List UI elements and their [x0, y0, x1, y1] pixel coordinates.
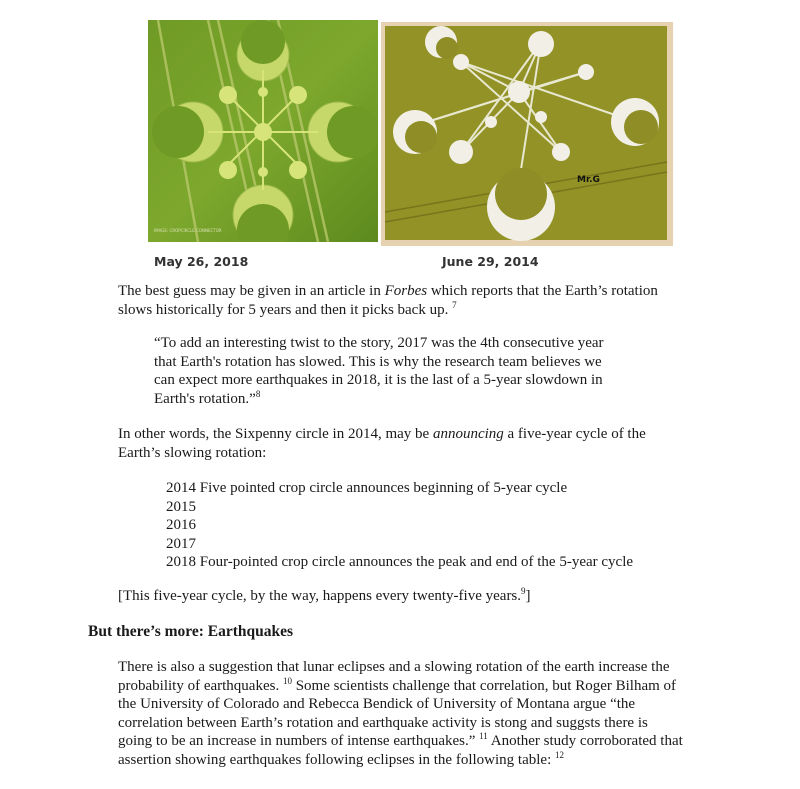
image-watermark: Mr.G [577, 175, 600, 185]
paragraph-text: In other words, the Sixpenny circle in 2014, may be [118, 426, 433, 442]
crop-circle-photo-2018 [148, 20, 378, 242]
quote-text: “To add an interesting twist to the story, 2017 was the 4th consecutive year that Earth's rotation has slowed. This is why the research team believes we can expect more earthquakes in 2018, it is the last of a 5-year slowdown in Earth's rotation.” [154, 335, 604, 407]
paragraph-sixpenny [118, 425, 678, 462]
paragraph-earthquakes [118, 658, 683, 769]
cycle-line: 2015 [166, 498, 196, 515]
paragraph-text: Some scientists challenge that correlation, but Roger Bilham of the University of Colorado and Rebecca Bendick of University of Montana argue “the correlation between Earth’s rotation and earthquake activity is stong and suggsts there is going to be an increase in numbers of intense earthquakes.” [118, 677, 677, 749]
paragraph-text: Another study corroborated that assertion showing earthquakes following eclipses in the following table: [118, 733, 683, 768]
cycle-list [166, 479, 726, 572]
publication-name: Forbes [384, 283, 428, 299]
cycle-line: 2016 [166, 517, 196, 533]
footnote-ref-11: 11 [479, 731, 488, 741]
paragraph-text: which reports that the Earth’s rotation slows historically for 5 years and then it picks back up. [118, 283, 658, 318]
paragraph-text: a five-year cycle of the Earth’s slowing rotation: [118, 426, 646, 461]
block-quote [154, 334, 604, 408]
section-heading: But there’s more: Earthquakes [88, 623, 294, 640]
image-caption-2: June 29, 2014 [442, 254, 539, 269]
footnote-ref-7: 7 [452, 299, 457, 310]
cycle-line: 2018 Four-pointed crop circle announces the peak and end of the 5-year cycle [166, 554, 634, 570]
cycle-line: 2014 Five pointed crop circle announces beginning of 5-year cycle [166, 480, 568, 496]
footnote-ref-8: 8 [255, 388, 261, 399]
crop-circle-photo-2014 [381, 22, 673, 246]
cycle-line: 2017 [166, 535, 196, 552]
paragraph-text: [This five-year cycle, by the way, happens every twenty-five years. [118, 588, 522, 604]
footnote-ref-10: 10 [282, 675, 292, 686]
paragraph-text: The best guess may be given in an article in [118, 283, 385, 299]
paragraph-text: There is also a suggestion that lunar eclipses and a slowing rotation of the earth increase the probability of earthquakes. [118, 659, 670, 694]
paragraph-forbes [118, 282, 688, 319]
footnote-ref-9: 9 [521, 586, 526, 596]
emphasis-word: announcing [432, 426, 504, 442]
svg-text:IMAGE: CROPCIRCLE CONNECTOR: IMAGE: CROPCIRCLE CONNECTOR [154, 228, 222, 233]
image-caption-1: May 26, 2018 [154, 254, 249, 269]
footnote-ref-12: 12 [555, 749, 564, 760]
closing-bracket: ] [525, 588, 531, 604]
paragraph-cycle-note [118, 587, 678, 606]
